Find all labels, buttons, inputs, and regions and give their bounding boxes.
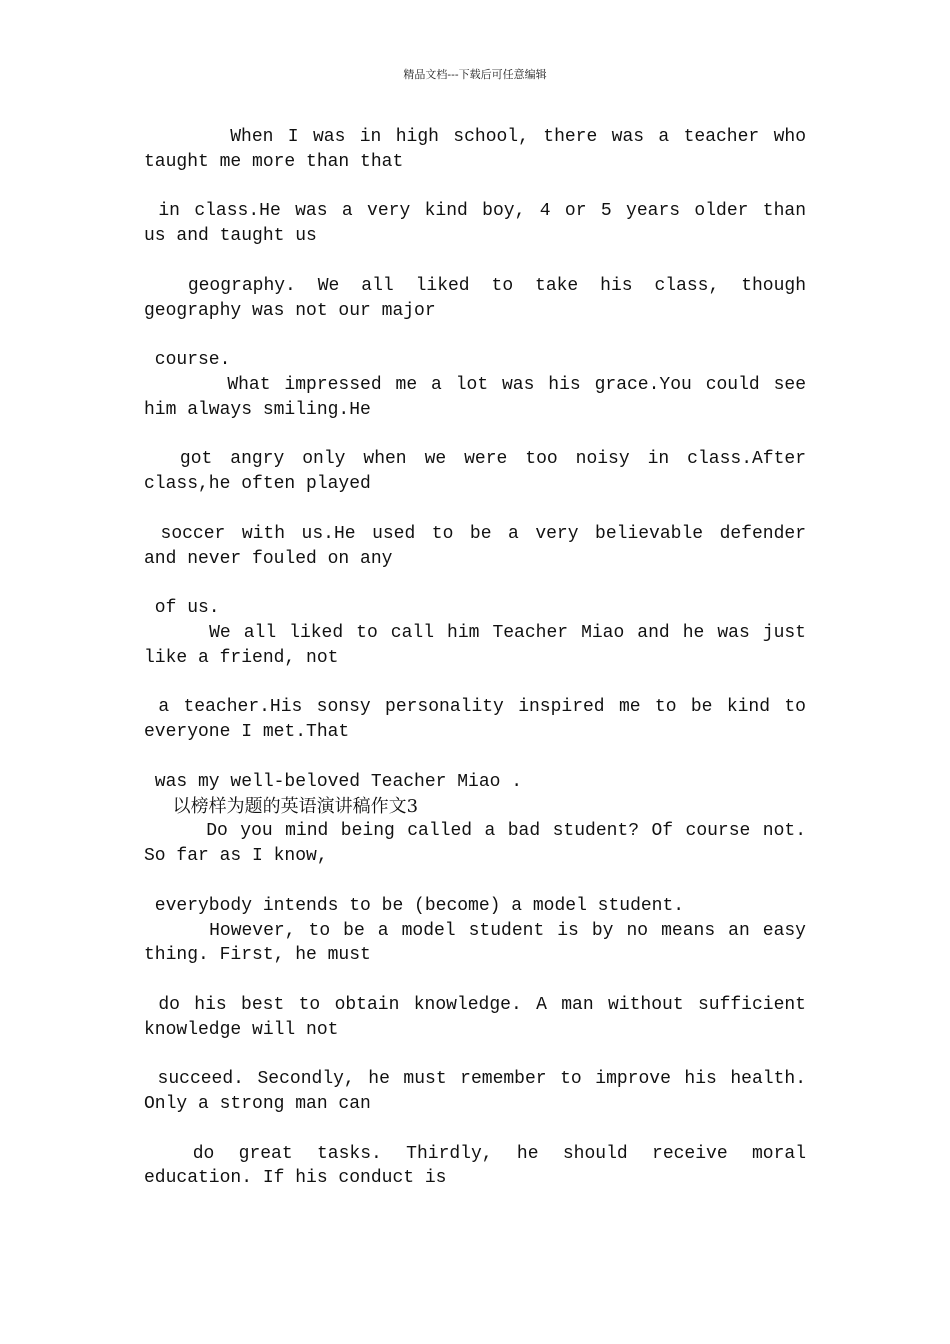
blank-line [144, 1117, 806, 1142]
blank-line [144, 423, 806, 448]
text-line: thing. First, he must [144, 945, 371, 966]
blank-line [144, 323, 806, 348]
section-heading: 以榜样为题的英语演讲稿作文3 [144, 795, 419, 817]
text-line: soccer with us.He used to be a very believable defender [144, 523, 806, 544]
page-header: 精品文档---下载后可任意编辑 [403, 68, 547, 81]
text-line: in class.He was a very kind boy, 4 or 5 years older than [144, 201, 806, 222]
text-line: of us. [144, 598, 220, 619]
text-line: succeed. Secondly, he must remember to improve his health. [144, 1069, 806, 1090]
blank-line [144, 745, 806, 770]
text-line: everybody intends to be (become) a model student. [144, 895, 685, 916]
blank-line [144, 671, 806, 696]
text-line: education. If his conduct is [144, 1168, 447, 1189]
text-line: everyone I met.That [144, 722, 350, 743]
blank-line [144, 175, 806, 200]
text-line: got angry only when we were too noisy in class.After [144, 449, 806, 470]
text-line: was my well-beloved Teacher Miao . [144, 771, 523, 792]
text-line: geography. We all liked to take his class, though [144, 275, 806, 296]
text-line: and never fouled on any [144, 548, 393, 569]
blank-line [144, 249, 806, 274]
text-line: class,he often played [144, 474, 371, 495]
text-line: like a friend, not [144, 647, 339, 668]
text-line: do great tasks. Thirdly, he should receive moral [144, 1143, 806, 1164]
text-line: Do you mind being called a bad student? Of course not. [144, 821, 806, 842]
blank-line [144, 1042, 806, 1067]
blank-line [144, 497, 806, 522]
document-body [144, 125, 806, 1191]
text-line: taught me more than that [144, 151, 404, 172]
text-line: Only a strong man can [144, 1094, 371, 1115]
text-line: geography was not our major [144, 300, 436, 321]
text-line: When I was in high school, there was a teacher who [144, 127, 806, 147]
blank-line [144, 869, 806, 894]
text-line: So far as I know, [144, 846, 328, 867]
blank-line [144, 571, 806, 596]
text-line: a teacher.His sonsy personality inspired me to be kind to [144, 697, 806, 718]
text-line: course. [144, 350, 231, 371]
blank-line [144, 968, 806, 993]
text-line: However, to be a model student is by no means an easy [144, 920, 806, 941]
text-line: What impressed me a lot was his grace.You could see [144, 374, 806, 395]
text-line: us and taught us [144, 226, 317, 247]
text-line: We all liked to call him Teacher Miao and he was just [144, 622, 806, 643]
text-line: him always smiling.He [144, 399, 371, 420]
text-line: do his best to obtain knowledge. A man without sufficient [144, 994, 806, 1015]
text-line: knowledge will not [144, 1019, 339, 1040]
